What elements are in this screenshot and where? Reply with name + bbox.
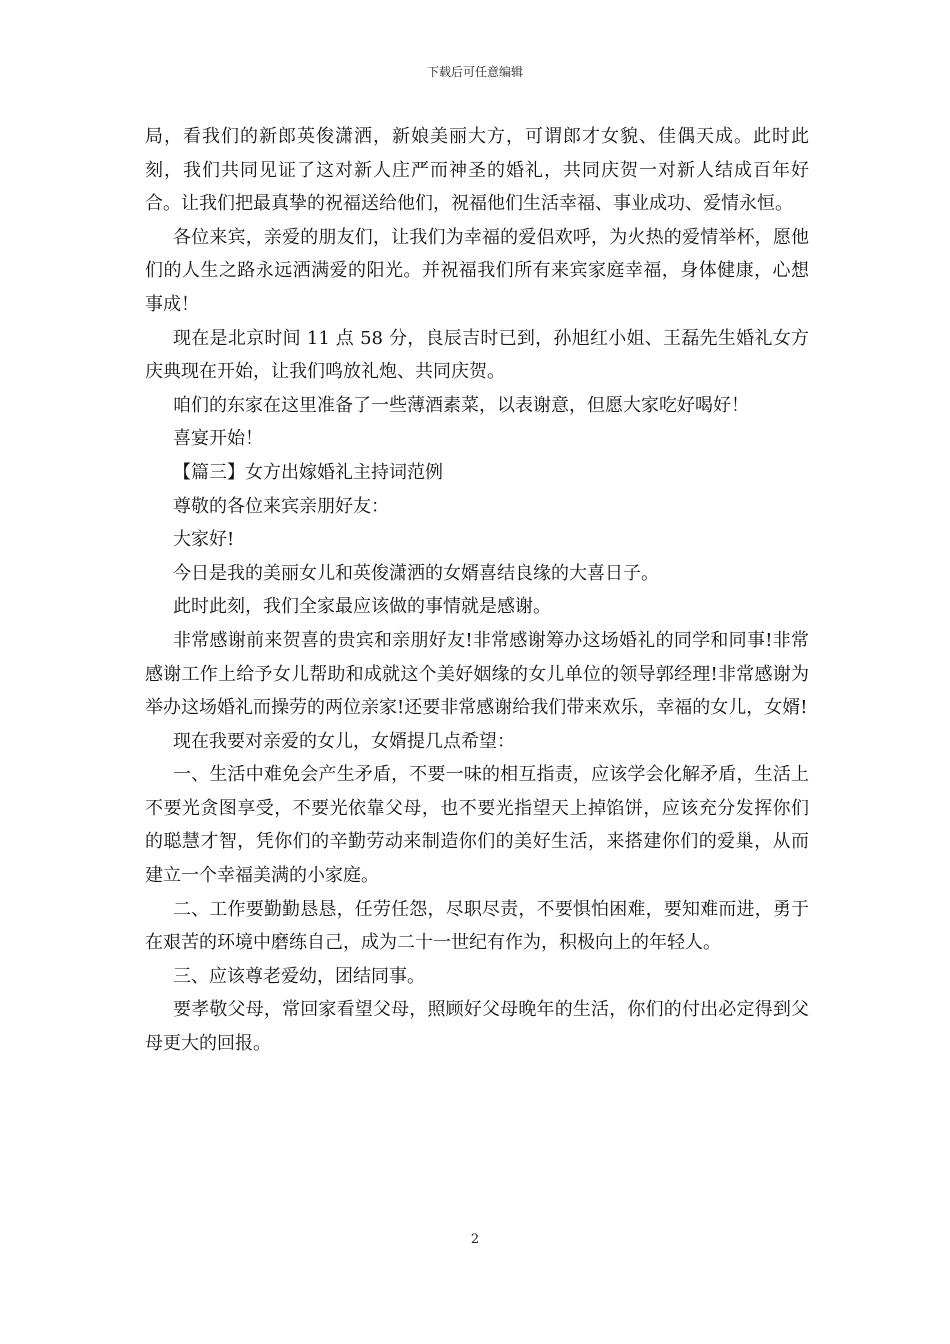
paragraph: 今日是我的美丽女儿和英俊潇洒的女婿喜结良缘的大喜日子。 [173,562,659,584]
document-body [145,120,809,1061]
list-item: 二、工作要勤勤恳恳，任劳任怨，尽职尽责，不要惧怕困难，要知难而进，勇于在艰苦的环境中磨练自己，成为二十一世纪有作为，积极向上的年轻人。 [145,898,809,954]
paragraph: 喜宴开始！ [173,428,263,450]
section-heading: 【篇三】女方出嫁婚礼主持词范例 [173,461,443,483]
paragraph: 各位来宾，亲爱的朋友们，让我们为幸福的爱侣欢呼，为火热的爱情举杯，愿他们的人生之路永远洒满爱的阳光。并祝福我们所有来宾家庭幸福，身体健康，心想事成！ [145,226,809,315]
paragraph: 此时此刻，我们全家最应该做的事情就是感谢。 [173,596,551,618]
paragraph: 非常感谢前来贺喜的贵宾和亲朋好友!非常感谢筹办这场婚礼的同学和同事!非常感谢工作上给予女儿帮助和成就这个美好姻缘的女儿单位的领导郭经理!非常感谢为举办这场婚礼而操劳的两位亲家!还要非常感谢给我们带来欢乐，幸福的女儿，女婿! [145,629,809,719]
paragraph-continuation: 局，看我们的新郎英俊潇洒，新娘美丽大方，可谓郎才女貌、佳偶天成。此时此刻，我们共同见证了这对新人庄严而神圣的婚礼，共同庆贺一对新人结成百年好合。让我们把最真挚的祝福送给他们，祝福他们生活幸福、事业成功、爱情永恒。 [145,126,809,215]
paragraph: 咱们的东家在这里准备了一些薄酒素菜，以表谢意，但愿大家吃好喝好！ [173,394,749,416]
salutation: 尊敬的各位来宾亲朋好友： [173,495,389,517]
paragraph: 大家好! [173,529,235,551]
page-header: 下载后可任意编辑 [426,65,523,79]
paragraph: 现在我要对亲爱的女儿，女婿提几点希望： [173,730,515,752]
list-item: 一、生活中难免会产生矛盾，不要一味的相互指责，应该学会化解矛盾，生活上不要光贪图享受，不要光依靠父母，也不要光指望天上掉馅饼，应该充分发挥你们的聪慧才智，凭你们的辛勤劳动来制造你们的美好生活，来搭建你们的爱巢，从而建立一个幸福美满的小家庭。 [145,764,809,887]
paragraph: 现在是北京时间 11 点 58 分，良辰吉时已到，孙旭红小姐、王磊先生婚礼女方庆典现在开始，让我们鸣放礼炮、共同庆贺。 [145,327,809,383]
paragraph: 要孝敬父母，常回家看望父母，照顾好父母晚年的生活，你们的付出必定得到父母更大的回报。 [145,999,809,1055]
page-number: 2 [470,1232,480,1247]
list-item: 三、应该尊老爱幼，团结同事。 [173,965,425,987]
